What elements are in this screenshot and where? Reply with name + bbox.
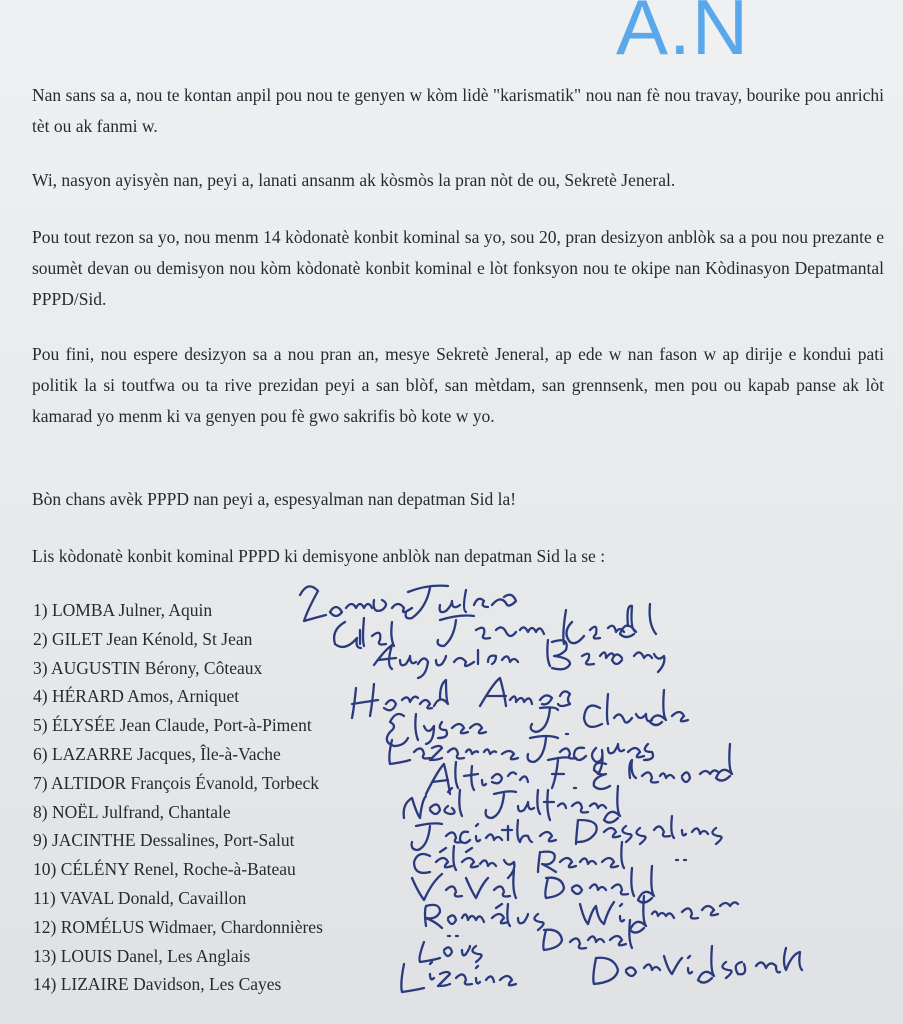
signature-1 [300, 586, 516, 621]
list-item: 3) AUGUSTIN Bérony, Côteaux [33, 657, 263, 678]
list-item: 1) LOMBA Julner, Aquin [33, 600, 213, 620]
paragraph-3: Pou tout rezon sa yo, nou menm 14 kòdonatè konbit kominal sa yo, sou 20, pran desizyon anblòk sa a pou nou prezante e soumèt devan ou demisyon nou kòm kòdonatè konbit kominal e lòt fonksyon nou te okipe nan Kòdinasyon Depatmantal PPPD/Sid. [32, 227, 884, 309]
signature-4 [352, 678, 570, 718]
list-item: 10) CÉLÉNY Renel, Roche-à-Bateau [33, 859, 296, 880]
signature-3 [374, 640, 664, 678]
list-intro: Lis kòdonatè konbit kominal PPPD ki demisyone anblòk nan depatman Sid la se : [32, 546, 606, 566]
paragraph-2: Wi, nasyon ayisyèn nan, peyi a, lanati ansanm ak kòsmòs la pran nòt de ou, Sekretè Jeneral. [32, 170, 676, 190]
list-item: 5) ÉLYSÉE Jean Claude, Port-à-Piment [33, 715, 312, 736]
signature-13 [420, 920, 633, 962]
watermark-logo: A.N [616, 0, 750, 71]
paragraph-1: Nan sans sa a, nou te kontan anpil pou nou te genyen w kòm lidè "karismatik" nou nan fè nou travay, bourike pou anrichi tèt ou ak fanmi w. [32, 85, 884, 136]
signature-11 [412, 860, 686, 903]
list-item: 12) ROMÉLUS Widmaer, Chardonnières [33, 916, 323, 937]
list-item: 4) HÉRARD Amos, Arniquet [33, 686, 240, 707]
paragraph-5: Bòn chans avèk PPPD nan peyi a, espesyalman nan depatman Sid la! [32, 489, 517, 509]
signature-8 [404, 786, 620, 823]
list-item: 6) LAZARRE Jacques, Île-à-Vache [33, 743, 281, 764]
signature-10 [414, 842, 624, 878]
list-item: 14) LIZAIRE Davidson, Les Cayes [33, 974, 282, 995]
list-item: 9) JACINTHE Dessalines, Port-Salut [33, 830, 295, 851]
paragraph-4: Pou fini, nou espere desizyon sa a nou pran an, mesye Sekretè Jeneral, ap ede w nan fason w ap dirije e kondui pati politik la si toutfwa ou ta rive prezidan peyi a san blòf, san mètdam, san grennsenk, men pou ou kapab panse ak lòt kamarad yo menm ki va genyen pou fè gwo sakrifis bò kote w yo. [32, 344, 884, 426]
list-item: 8) NOËL Julfrand, Chantale [33, 801, 231, 822]
signature-5 [387, 690, 688, 746]
signature-7 [426, 744, 732, 794]
signature-12 [425, 896, 738, 933]
list-item: 13) LOUIS Danel, Les Anglais [33, 945, 251, 966]
signature-6 [389, 736, 653, 774]
signature-9 [412, 816, 722, 850]
signature-14 [401, 946, 802, 992]
list-item: 7) ALTIDOR François Évanold, Torbeck [33, 772, 320, 793]
list-item: 11) VAVAL Donald, Cavaillon [33, 887, 247, 908]
coordinator-list [33, 596, 323, 999]
signature-2 [334, 604, 656, 648]
list-item: 2) GILET Jean Kénold, St Jean [33, 628, 253, 649]
